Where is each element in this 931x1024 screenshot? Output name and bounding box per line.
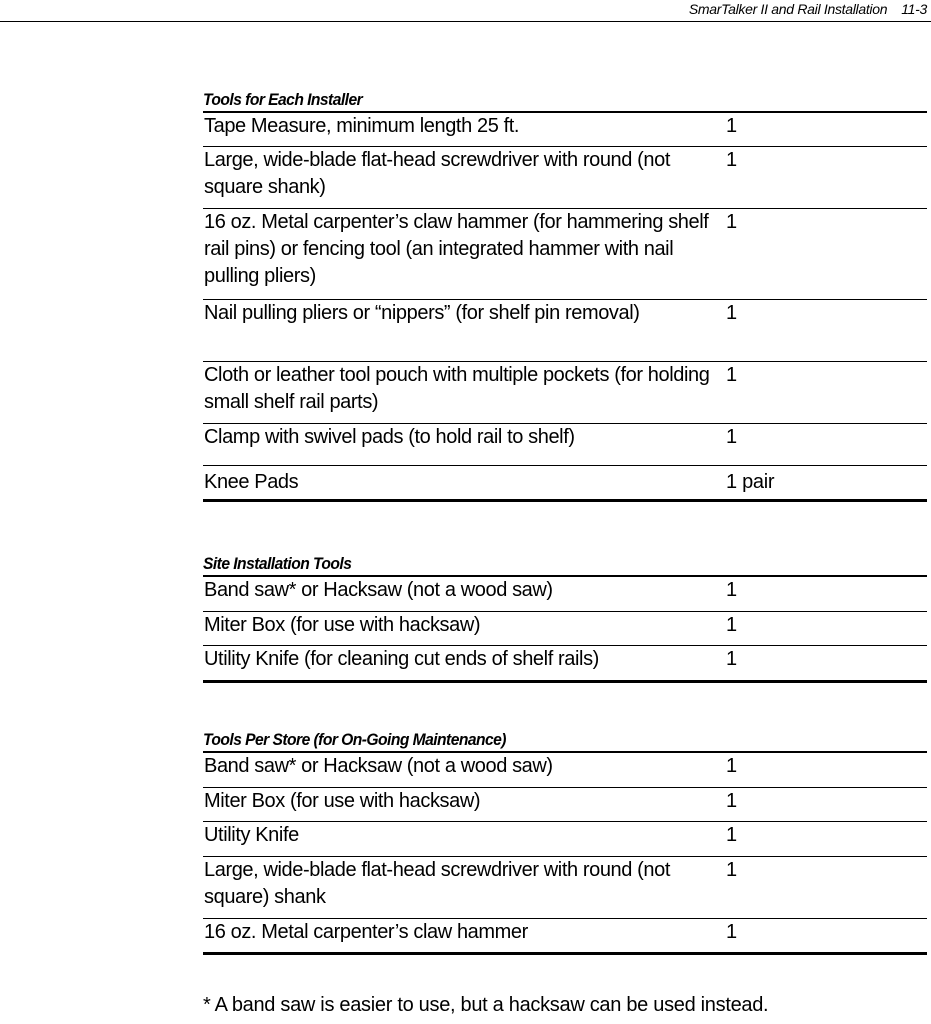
section-title: Tools for Each Installer (203, 90, 363, 109)
footnote: * A band saw is easier to use, but a hacksaw can be used instead. (203, 994, 769, 1016)
table-row (203, 361, 927, 423)
item-description: 16 oz. Metal carpenter’s claw hammer (for hammering shelf rail pins) or fencing tool (an integrated hammer with nail pulling pliers) (204, 211, 709, 287)
tools-table (203, 751, 927, 955)
section-site-installation-tools (203, 553, 927, 683)
item-quantity: 1 (726, 614, 737, 636)
item-description: Knee Pads (204, 471, 299, 493)
item-description: Utility Knife (204, 824, 299, 846)
table-row (203, 577, 927, 611)
item-quantity: 1 (726, 302, 737, 324)
page-number: 11-3 (901, 1, 927, 17)
table-row (203, 113, 927, 146)
item-quantity: 1 (726, 859, 737, 881)
section-title: Tools Per Store (for On-Going Maintenance) (203, 730, 506, 749)
item-quantity: 1 (726, 790, 737, 812)
item-description: Miter Box (for use with hacksaw) (204, 790, 481, 812)
item-quantity: 1 (726, 648, 737, 670)
item-quantity: 1 pair (726, 471, 775, 493)
section-tools-each-installer (203, 89, 927, 502)
item-quantity: 1 (726, 921, 737, 943)
item-description: Tape Measure, minimum length 25 ft. (204, 115, 520, 137)
table-row (203, 299, 927, 361)
section-title: Site Installation Tools (203, 554, 352, 573)
table-row (203, 465, 927, 499)
table-row (203, 821, 927, 856)
table-row (203, 856, 927, 918)
item-description: Band saw* or Hacksaw (not a wood saw) (204, 579, 553, 601)
table-row (203, 753, 927, 787)
section-tools-per-store (203, 729, 927, 955)
table-row (203, 146, 927, 208)
table-row (203, 645, 927, 680)
table-row (203, 918, 927, 952)
item-description: Large, wide-blade flat-head screwdriver with round (not square) shank (204, 859, 671, 908)
item-description: Miter Box (for use with hacksaw) (204, 614, 481, 636)
table-row (203, 423, 927, 465)
item-quantity: 1 (726, 211, 737, 233)
tools-table (203, 575, 927, 683)
page-header (0, 0, 931, 22)
item-quantity: 1 (726, 149, 737, 171)
table-row (203, 611, 927, 645)
item-quantity: 1 (726, 579, 737, 601)
item-description: Nail pulling pliers or “nippers” (for shelf pin removal) (204, 302, 640, 324)
table-row (203, 787, 927, 821)
item-quantity: 1 (726, 755, 737, 777)
item-quantity: 1 (726, 364, 737, 386)
item-description: Band saw* or Hacksaw (not a wood saw) (204, 755, 553, 777)
item-description: Utility Knife (for cleaning cut ends of shelf rails) (204, 648, 599, 670)
item-description: 16 oz. Metal carpenter’s claw hammer (204, 921, 528, 943)
table-row (203, 208, 927, 299)
item-description: Clamp with swivel pads (to hold rail to shelf) (204, 426, 575, 448)
item-description: Large, wide-blade flat-head screwdriver with round (not square shank) (204, 149, 671, 198)
item-description: Cloth or leather tool pouch with multiple pockets (for holding small shelf rail parts) (204, 364, 710, 413)
item-quantity: 1 (726, 115, 737, 137)
header-text (689, 1, 927, 17)
running-title: SmarTalker II and Rail Installation (688, 1, 888, 17)
tools-table (203, 111, 927, 502)
item-quantity: 1 (726, 824, 737, 846)
item-quantity: 1 (726, 426, 737, 448)
